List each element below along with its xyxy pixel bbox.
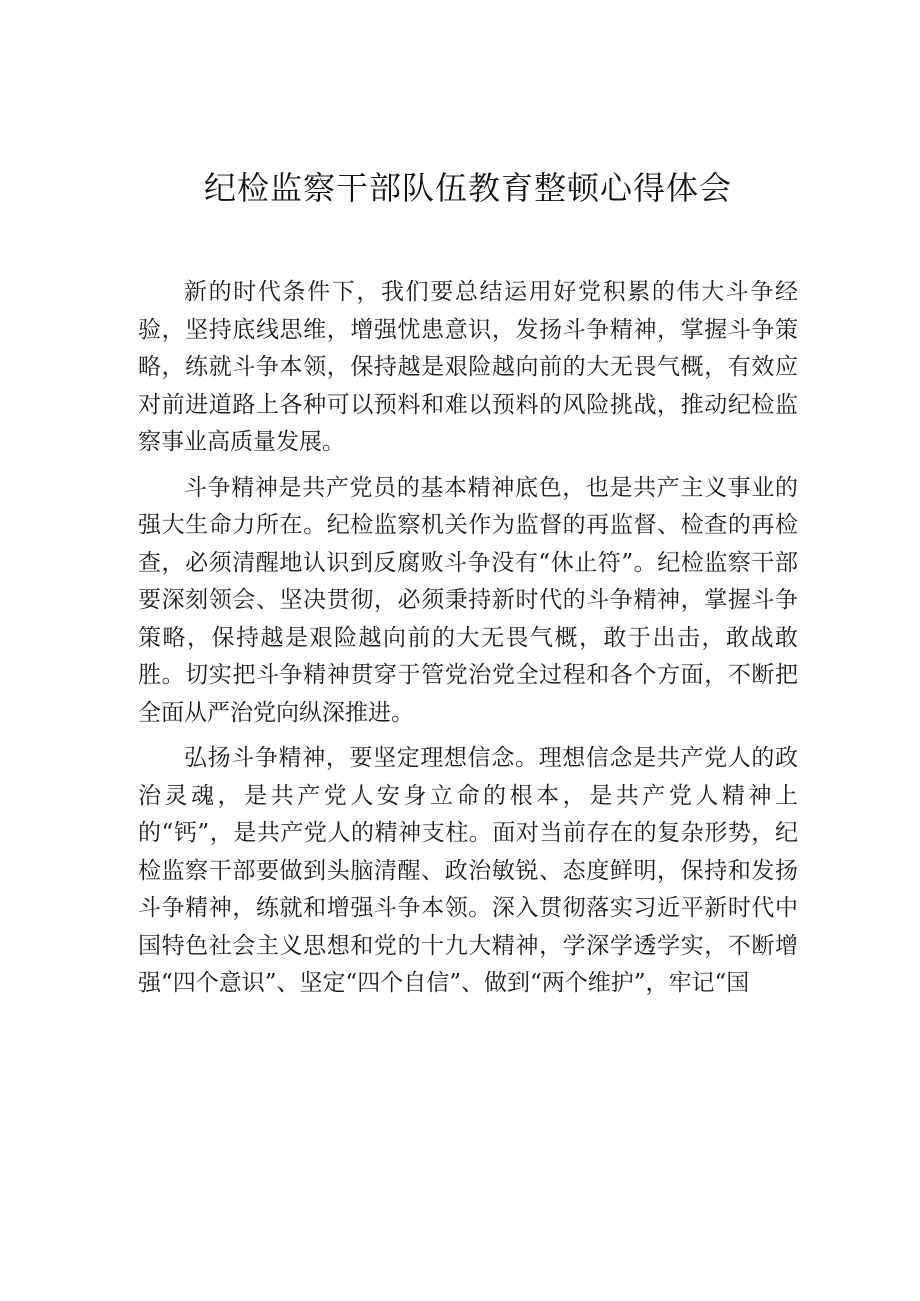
paragraph-1: 新的时代条件下，我们要总结运用好党积累的伟大斗争经验，坚持底线思维，增强忧患意识，发扬斗争精神，掌握斗争策略，练就斗争本领，保持越是艰险越向前的大无畏气概，有效应对前进道路上各种可以预料和难以预料的风险挑战，推动纪检监察事业高质量发展。 bbox=[138, 279, 798, 455]
document-title: 纪检监察干部队伍教育整顿心得体会 bbox=[203, 169, 732, 207]
paragraph-2: 斗争精神是共产党员的基本精神底色，也是共产主义事业的强大生命力所在。纪检监察机关作为监督的再监督、检查的再检查，必须清醒地认识到反腐败斗争没有“休止符”。纪检监察干部要深刻领会、坚决贯彻，必须秉持新时代的斗争精神，掌握斗争策略，保持越是艰险越向前的大无畏气概，敢于出击，敢战敢胜。切实把斗争精神贯穿于管党治党全过程和各个方面，不断把全面从严治党向纵深推进。 bbox=[138, 474, 798, 726]
paragraph-3: 弘扬斗争精神，要坚定理想信念。理想信念是共产党人的政治灵魂，是共产党人安身立命的根本，是共产党人精神上的“钙”，是共产党人的精神支柱。面对当前存在的复杂形势，纪检监察干部要做到头脑清醒、政治敏锐、态度鲜明，保持和发扬斗争精神，练就和增强斗争本领。深入贯彻落实习近平新时代中国特色社会主义思想和党的十九大精神，学深学透学实，不断增强“四个意识”、坚定“四个自信”、做到“两个维护”，牢记“国 bbox=[138, 745, 798, 996]
document-body bbox=[138, 274, 798, 1003]
